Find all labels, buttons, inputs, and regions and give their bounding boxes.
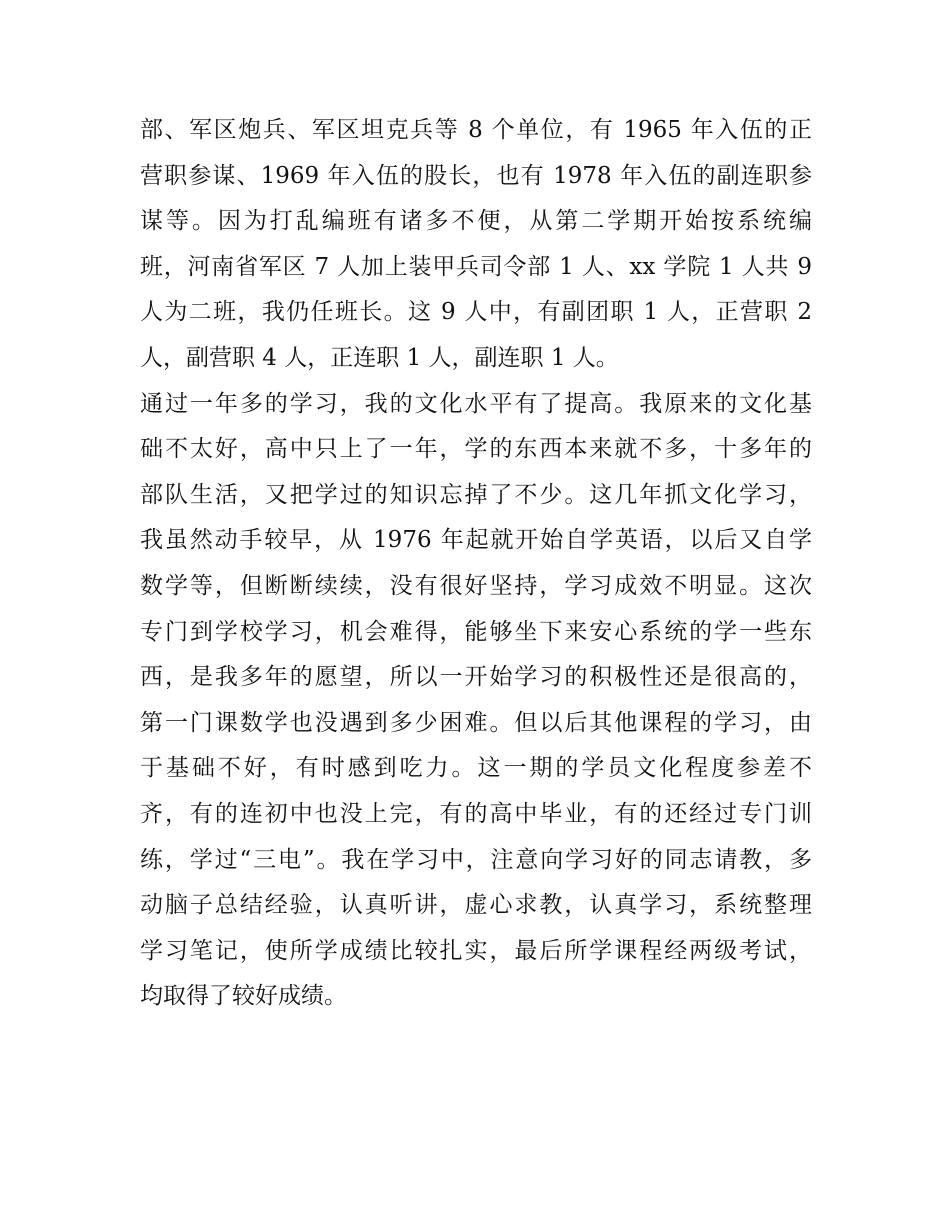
text-line: 人为二班，我仍任班长。这 9 人中，有副团职 1 人，正营职 2 bbox=[140, 299, 812, 326]
text-line: 均取得了较好成绩。 bbox=[140, 983, 347, 1010]
text-line: 动脑子总结经验，认真听讲，虚心求教，认真学习，系统整理 bbox=[140, 892, 812, 919]
text-line: 础不太好，高中只上了一年，学的东西本来就不多，十多年的 bbox=[140, 436, 812, 463]
text-line: 学习笔记，使所学成绩比较扎实，最后所学课程经两级考试， bbox=[140, 937, 812, 964]
text-line: 谋等。因为打乱编班有诸多不便，从第二学期开始按系统编 bbox=[140, 208, 812, 235]
text-line: 我虽然动手较早，从 1976 年起就开始自学英语，以后又自学 bbox=[140, 527, 812, 554]
text-line: 部队生活，又把学过的知识忘掉了不少。这几年抓文化学习， bbox=[140, 481, 812, 508]
document-body bbox=[140, 108, 812, 1020]
text-line: 于基础不好，有时感到吃力。这一期的学员文化程度参差不 bbox=[140, 755, 812, 782]
text-line: 齐，有的连初中也没上完，有的高中毕业，有的还经过专门训 bbox=[140, 800, 812, 827]
text-line: 营职参谋、1969 年入伍的股长，也有 1978 年入伍的副连职参 bbox=[140, 162, 812, 189]
text-line: 第一门课数学也没遇到多少困难。但以后其他课程的学习，由 bbox=[140, 709, 812, 736]
text-line: 专门到学校学习，机会难得，能够坐下来安心系统的学一些东 bbox=[140, 618, 812, 645]
text-line: 人，副营职 4 人，正连职 1 人，副连职 1 人。 bbox=[140, 344, 619, 371]
text-line: 练，学过“三电”。我在学习中，注意向学习好的同志请教，多 bbox=[140, 846, 812, 873]
text-line: 西，是我多年的愿望，所以一开始学习的积极性还是很高的， bbox=[140, 664, 812, 691]
text-line: 数学等，但断断续续，没有很好坚持，学习成效不明显。这次 bbox=[140, 572, 812, 599]
paragraph-2 bbox=[140, 382, 812, 1020]
text-line: 部、军区炮兵、军区坦克兵等 8 个单位，有 1965 年入伍的正 bbox=[140, 117, 812, 143]
paragraph-1 bbox=[140, 108, 812, 382]
text-line: 通过一年多的学习，我的文化水平有了提高。我原来的文化基 bbox=[140, 390, 812, 417]
text-line: 班，河南省军区 7 人加上装甲兵司令部 1 人、xx 学院 1 人共 9 bbox=[140, 253, 812, 280]
